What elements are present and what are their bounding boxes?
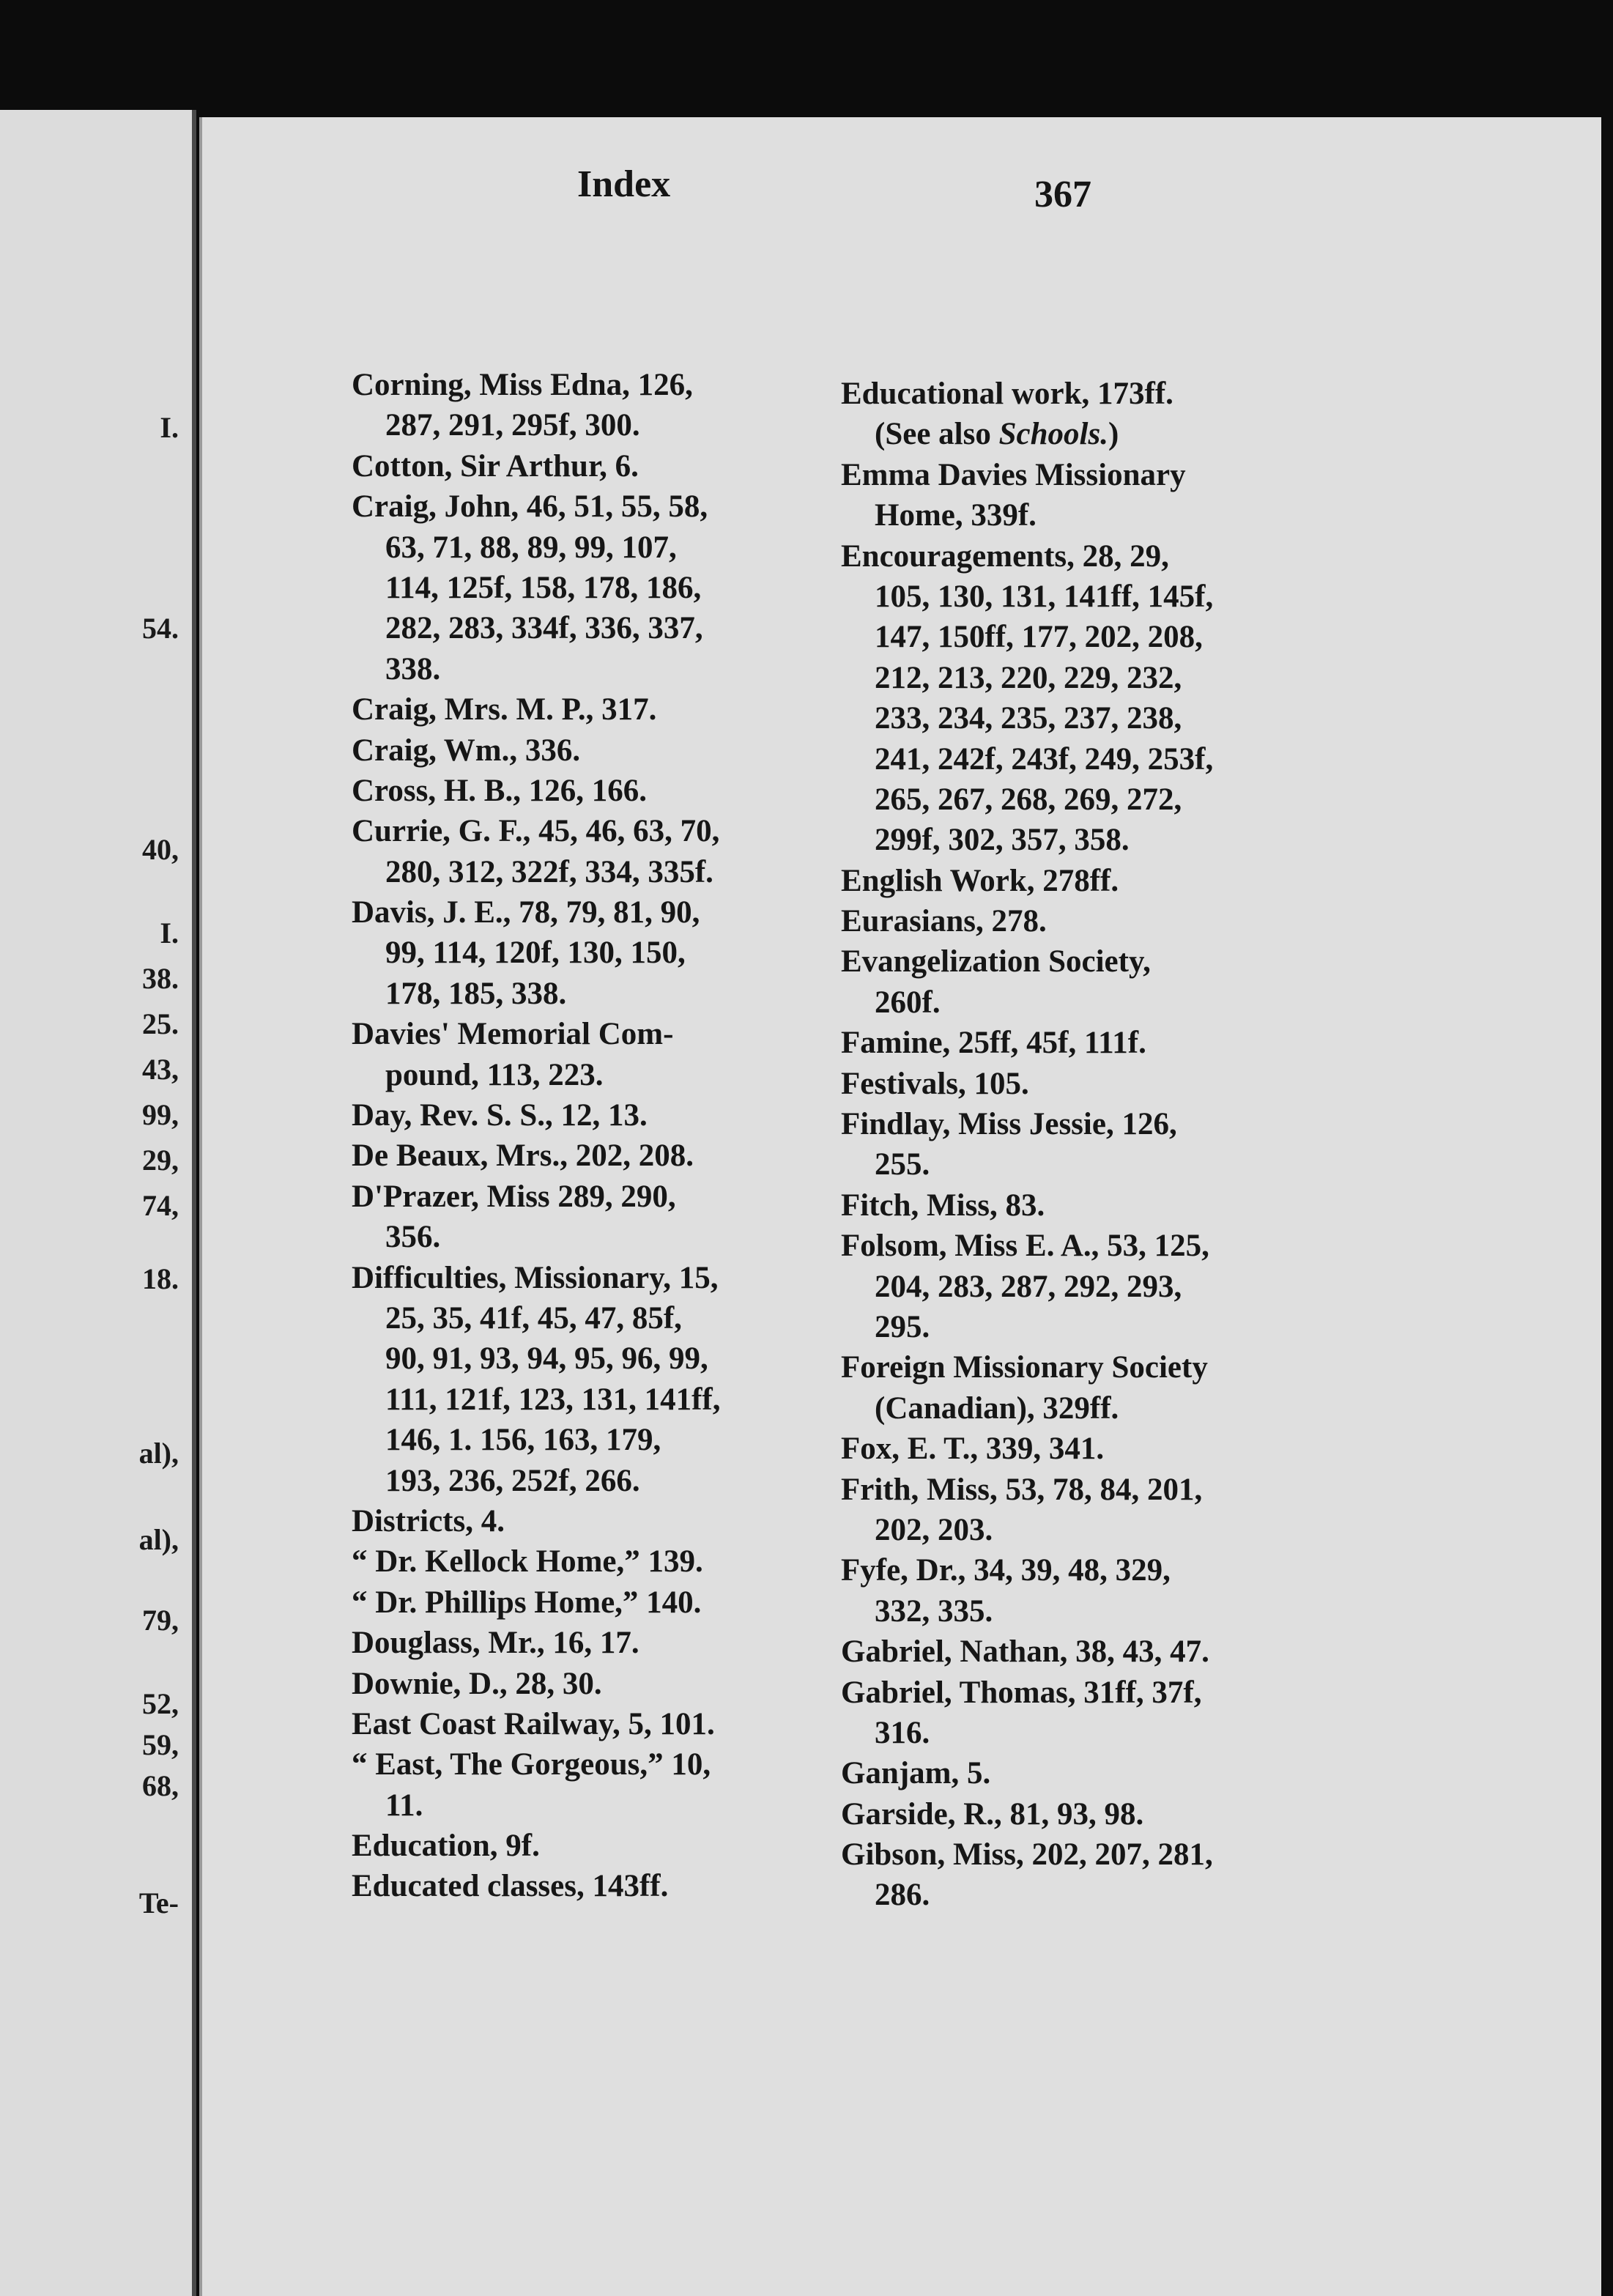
index-entry-text: Gabriel, Nathan, 38, 43, 47. (841, 1634, 1209, 1670)
index-entry-line (841, 1104, 1213, 1144)
left-page-fragment: 40, (142, 833, 179, 866)
index-entry-line (841, 1713, 1213, 1753)
index-entry-text: pound, 113, 223. (385, 1057, 604, 1092)
index-entry-text: “ Dr. Phillips Home,” 140. (352, 1585, 702, 1620)
index-entry-text: Fyfe, Dr., 34, 39, 48, 329, (841, 1553, 1171, 1588)
index-entry-text: 255. (875, 1147, 930, 1182)
index-entry-line (352, 608, 720, 648)
index-entry-line (841, 1632, 1213, 1672)
index-entry-text: Currie, G. F., 45, 46, 63, 70, (352, 814, 720, 849)
index-entry-line (841, 495, 1213, 536)
index-entry-text: 147, 150ff, 177, 202, 208, (875, 620, 1203, 655)
index-entry-text: 338. (385, 651, 441, 686)
index-entry-line (352, 1541, 720, 1582)
index-entry-text: Emma Davies Missionary (841, 457, 1186, 492)
index-entry-text: Downie, D., 28, 30. (352, 1666, 602, 1701)
index-entry-text: Famine, 25ff, 45f, 111f. (841, 1026, 1146, 1061)
index-entry-line (841, 1347, 1213, 1388)
index-entry-line (841, 374, 1213, 414)
index-entry-text: Craig, Mrs. M. P., 317. (352, 692, 657, 727)
index-entry-text: Douglass, Mr., 16, 17. (352, 1626, 639, 1661)
index-entry-text: 63, 71, 88, 89, 99, 107, (385, 530, 677, 565)
index-entry-text: Folsom, Miss E. A., 53, 125, (841, 1229, 1209, 1264)
index-entry-text: Davies' Memorial Com- (352, 1017, 674, 1052)
index-entry-line (352, 1623, 720, 1663)
index-entry-line (352, 486, 720, 527)
index-entry-line (352, 1664, 720, 1704)
index-entry-line (841, 1267, 1213, 1307)
index-entry-text: 204, 283, 287, 292, 293, (875, 1269, 1182, 1304)
index-entry-line (841, 536, 1213, 577)
index-entry-line (841, 1144, 1213, 1185)
index-entry-text: 202, 203. (875, 1512, 993, 1547)
index-entry-line (841, 1429, 1213, 1469)
page-number: 367 (1034, 174, 1091, 215)
left-page-fragment: 68, (142, 1769, 179, 1802)
index-entry-line (841, 698, 1213, 738)
index-entry-line (841, 739, 1213, 779)
index-entry-line (352, 527, 720, 568)
index-entry-text: “ Dr. Kellock Home,” 139. (352, 1544, 703, 1580)
index-entry-text: 299f, 302, 357, 358. (875, 823, 1130, 858)
index-entry-line (352, 1380, 720, 1420)
index-entry-line (352, 1785, 720, 1826)
index-entry-text: 286. (875, 1878, 930, 1913)
index-entry-line (352, 730, 720, 771)
index-entry-text: Findlay, Miss Jessie, 126, (841, 1107, 1177, 1142)
left-page-fragment: al), (138, 1523, 179, 1556)
index-entry-text: 99, 114, 120f, 130, 150, (385, 936, 686, 971)
index-entry-text: English Work, 278ff. (841, 863, 1119, 898)
index-entry-line (352, 1136, 720, 1176)
index-entry-text: Festivals, 105. (841, 1066, 1029, 1101)
index-entry-line (352, 1258, 720, 1298)
index-entry-text: Gibson, Miss, 202, 207, 281, (841, 1837, 1213, 1873)
page-title: Index (577, 163, 671, 205)
index-entry-line (841, 861, 1213, 901)
index-entry-text: Difficulties, Missionary, 15, (352, 1260, 719, 1295)
index-entry-text: 233, 234, 235, 237, 238, (875, 701, 1182, 736)
index-entry-line (352, 1298, 720, 1338)
index-entry-line (841, 617, 1213, 657)
index-entry-line (352, 1055, 720, 1095)
index-entry-line (841, 1185, 1213, 1226)
index-entry-text: Eurasians, 278. (841, 904, 1047, 939)
index-entry-line (841, 1591, 1213, 1632)
index-column-right (841, 374, 1213, 1916)
index-entry-line (352, 1461, 720, 1501)
index-entry-line (841, 1226, 1213, 1266)
left-page-fragment: 18. (142, 1262, 179, 1295)
index-entry-line (841, 414, 1213, 454)
index-entry-text: Frith, Miss, 53, 78, 84, 201, (841, 1472, 1203, 1507)
index-entry-tail: ) (1108, 417, 1119, 452)
left-page-fragment: al), (138, 1437, 179, 1470)
index-entry-text: 146, 1. 156, 163, 179, (385, 1423, 661, 1458)
index-entry-line (352, 1420, 720, 1460)
index-entry-text: Encouragements, 28, 29, (841, 538, 1169, 574)
index-entry-text: Craig, John, 46, 51, 55, 58, (352, 489, 708, 525)
index-entry-text: Day, Rev. S. S., 12, 13. (352, 1098, 648, 1133)
index-entry-line (841, 1023, 1213, 1063)
index-entry-line (841, 1550, 1213, 1590)
index-entry-line (841, 1673, 1213, 1713)
index-entry-line (841, 1834, 1213, 1875)
index-entry-line (352, 446, 720, 486)
index-entry-line (841, 1388, 1213, 1429)
left-page-fragment: 74, (142, 1189, 179, 1222)
index-entry-line (352, 1704, 720, 1744)
index-entry-text: 280, 312, 322f, 334, 335f. (385, 854, 713, 889)
index-entry-line (352, 405, 720, 445)
index-entry-line (841, 779, 1213, 820)
left-page-fragment: 52, (142, 1687, 179, 1720)
index-entry-text: 178, 185, 338. (385, 976, 567, 1011)
left-page-fragment: 43, (142, 1053, 179, 1086)
index-entry-line (352, 892, 720, 933)
index-entry-text: (See also (875, 417, 999, 452)
left-page-fragment: 99, (142, 1098, 179, 1131)
index-entry-text: Educational work, 173ff. (841, 377, 1173, 411)
index-entry-text: 241, 242f, 243f, 249, 253f, (875, 741, 1214, 777)
index-entry-text: Cross, H. B., 126, 166. (352, 773, 647, 808)
index-entry-line (841, 1307, 1213, 1347)
index-entry-text: Davis, J. E., 78, 79, 81, 90, (352, 895, 700, 930)
index-entry-text: 332, 335. (875, 1593, 993, 1629)
index-entry-text: “ East, The Gorgeous,” 10, (352, 1747, 711, 1782)
index-entry-text: Ganjam, 5. (841, 1756, 991, 1791)
index-entry-line (352, 365, 720, 405)
left-page-fragment: 59, (142, 1728, 179, 1761)
index-entry-text: Home, 339f. (875, 498, 1037, 533)
index-entry-text: Evangelization Society, (841, 944, 1151, 979)
index-entry-line (352, 568, 720, 608)
index-entry-line (841, 658, 1213, 698)
index-entry-line (352, 1501, 720, 1541)
index-entry-line (841, 1794, 1213, 1834)
index-entry-text: 111, 121f, 123, 131, 141ff, (385, 1382, 721, 1417)
index-entry-text: Gabriel, Thomas, 31ff, 37f, (841, 1675, 1202, 1710)
index-entry-line (352, 1582, 720, 1623)
index-entry-line (841, 1510, 1213, 1550)
index-entry-line (352, 649, 720, 689)
index-entry-text: Educated classes, 143ff. (352, 1869, 669, 1904)
index-entry-text: Foreign Missionary Society (841, 1350, 1208, 1385)
index-entry-text: 193, 236, 252f, 266. (385, 1463, 640, 1498)
index-entry-text: 265, 267, 268, 269, 272, (875, 782, 1182, 817)
index-entry-text: Education, 9f. (352, 1829, 540, 1864)
index-entry-text: 287, 291, 295f, 300. (385, 408, 640, 443)
left-page-fragment: 29, (142, 1144, 179, 1177)
index-entry-text: Fitch, Miss, 83. (841, 1188, 1045, 1223)
index-entry-line (352, 811, 720, 851)
index-entry-line (841, 1470, 1213, 1510)
index-entry-text: 282, 283, 334f, 336, 337, (385, 611, 703, 646)
index-entry-text: Fox, E. T., 339, 341. (841, 1432, 1105, 1467)
index-entry-line (352, 974, 720, 1014)
left-page-fragment: I. (160, 916, 179, 949)
index-entry-line (352, 689, 720, 730)
index-entry-text: D'Prazer, Miss 289, 290, (352, 1179, 676, 1214)
index-entry-line (352, 852, 720, 892)
index-entry-line (352, 1744, 720, 1785)
index-entry-line (841, 577, 1213, 617)
index-entry-text: 114, 125f, 158, 178, 186, (385, 570, 702, 605)
left-page-fragment: I. (160, 411, 179, 444)
index-entry-line (352, 1014, 720, 1054)
index-entry-text: 25, 35, 41f, 45, 47, 85f, (385, 1300, 682, 1336)
index-entry-line (841, 1875, 1213, 1915)
left-page-fragment: 54. (142, 612, 179, 645)
index-entry-text: East Coast Railway, 5, 101. (352, 1706, 715, 1741)
index-entry-text: 356. (385, 1220, 441, 1255)
index-entry-line (352, 1866, 720, 1906)
index-entry-text: 11. (385, 1788, 423, 1823)
index-entry-text: 316. (875, 1715, 930, 1750)
left-page-fragment: 25. (142, 1007, 179, 1040)
index-entry-line (352, 1095, 720, 1136)
index-entry-text: 212, 213, 220, 229, 232, (875, 660, 1182, 695)
index-entry-text: De Beaux, Mrs., 202, 208. (352, 1138, 694, 1174)
index-entry-line (352, 1338, 720, 1379)
index-entry-text: Garside, R., 81, 93, 98. (841, 1796, 1144, 1832)
index-entry-line (841, 941, 1213, 982)
index-entry-line (841, 1064, 1213, 1104)
index-entry-line (352, 1177, 720, 1217)
index-entry-line (841, 820, 1213, 860)
left-page-fragment: 79, (142, 1604, 179, 1637)
index-entry-text: (Canadian), 329ff. (875, 1390, 1119, 1426)
left-page-fragment: Te- (138, 1886, 179, 1919)
index-entry-text: 90, 91, 93, 94, 95, 96, 99, (385, 1341, 708, 1377)
index-entry-text: 295. (875, 1309, 930, 1344)
left-page-fragment: 38. (142, 962, 179, 995)
index-entry-text: Corning, Miss Edna, 126, (352, 368, 693, 402)
index-entry-line (352, 933, 720, 973)
index-entry-line (841, 901, 1213, 941)
index-entry-italic: Schools. (998, 417, 1108, 452)
index-entry-text: Cotton, Sir Arthur, 6. (352, 448, 639, 484)
index-entry-line (841, 982, 1213, 1023)
index-entry-line (352, 1217, 720, 1257)
index-entry-line (352, 1826, 720, 1866)
index-entry-text: 260f. (875, 985, 941, 1020)
index-entry-text: Districts, 4. (352, 1503, 505, 1538)
index-entry-line (352, 771, 720, 811)
index-entry-line (841, 455, 1213, 495)
index-entry-text: 105, 130, 131, 141ff, 145f, (875, 579, 1214, 614)
index-entry-text: Craig, Wm., 336. (352, 733, 581, 768)
index-entry-line (841, 1753, 1213, 1793)
index-column-left (352, 365, 720, 1907)
